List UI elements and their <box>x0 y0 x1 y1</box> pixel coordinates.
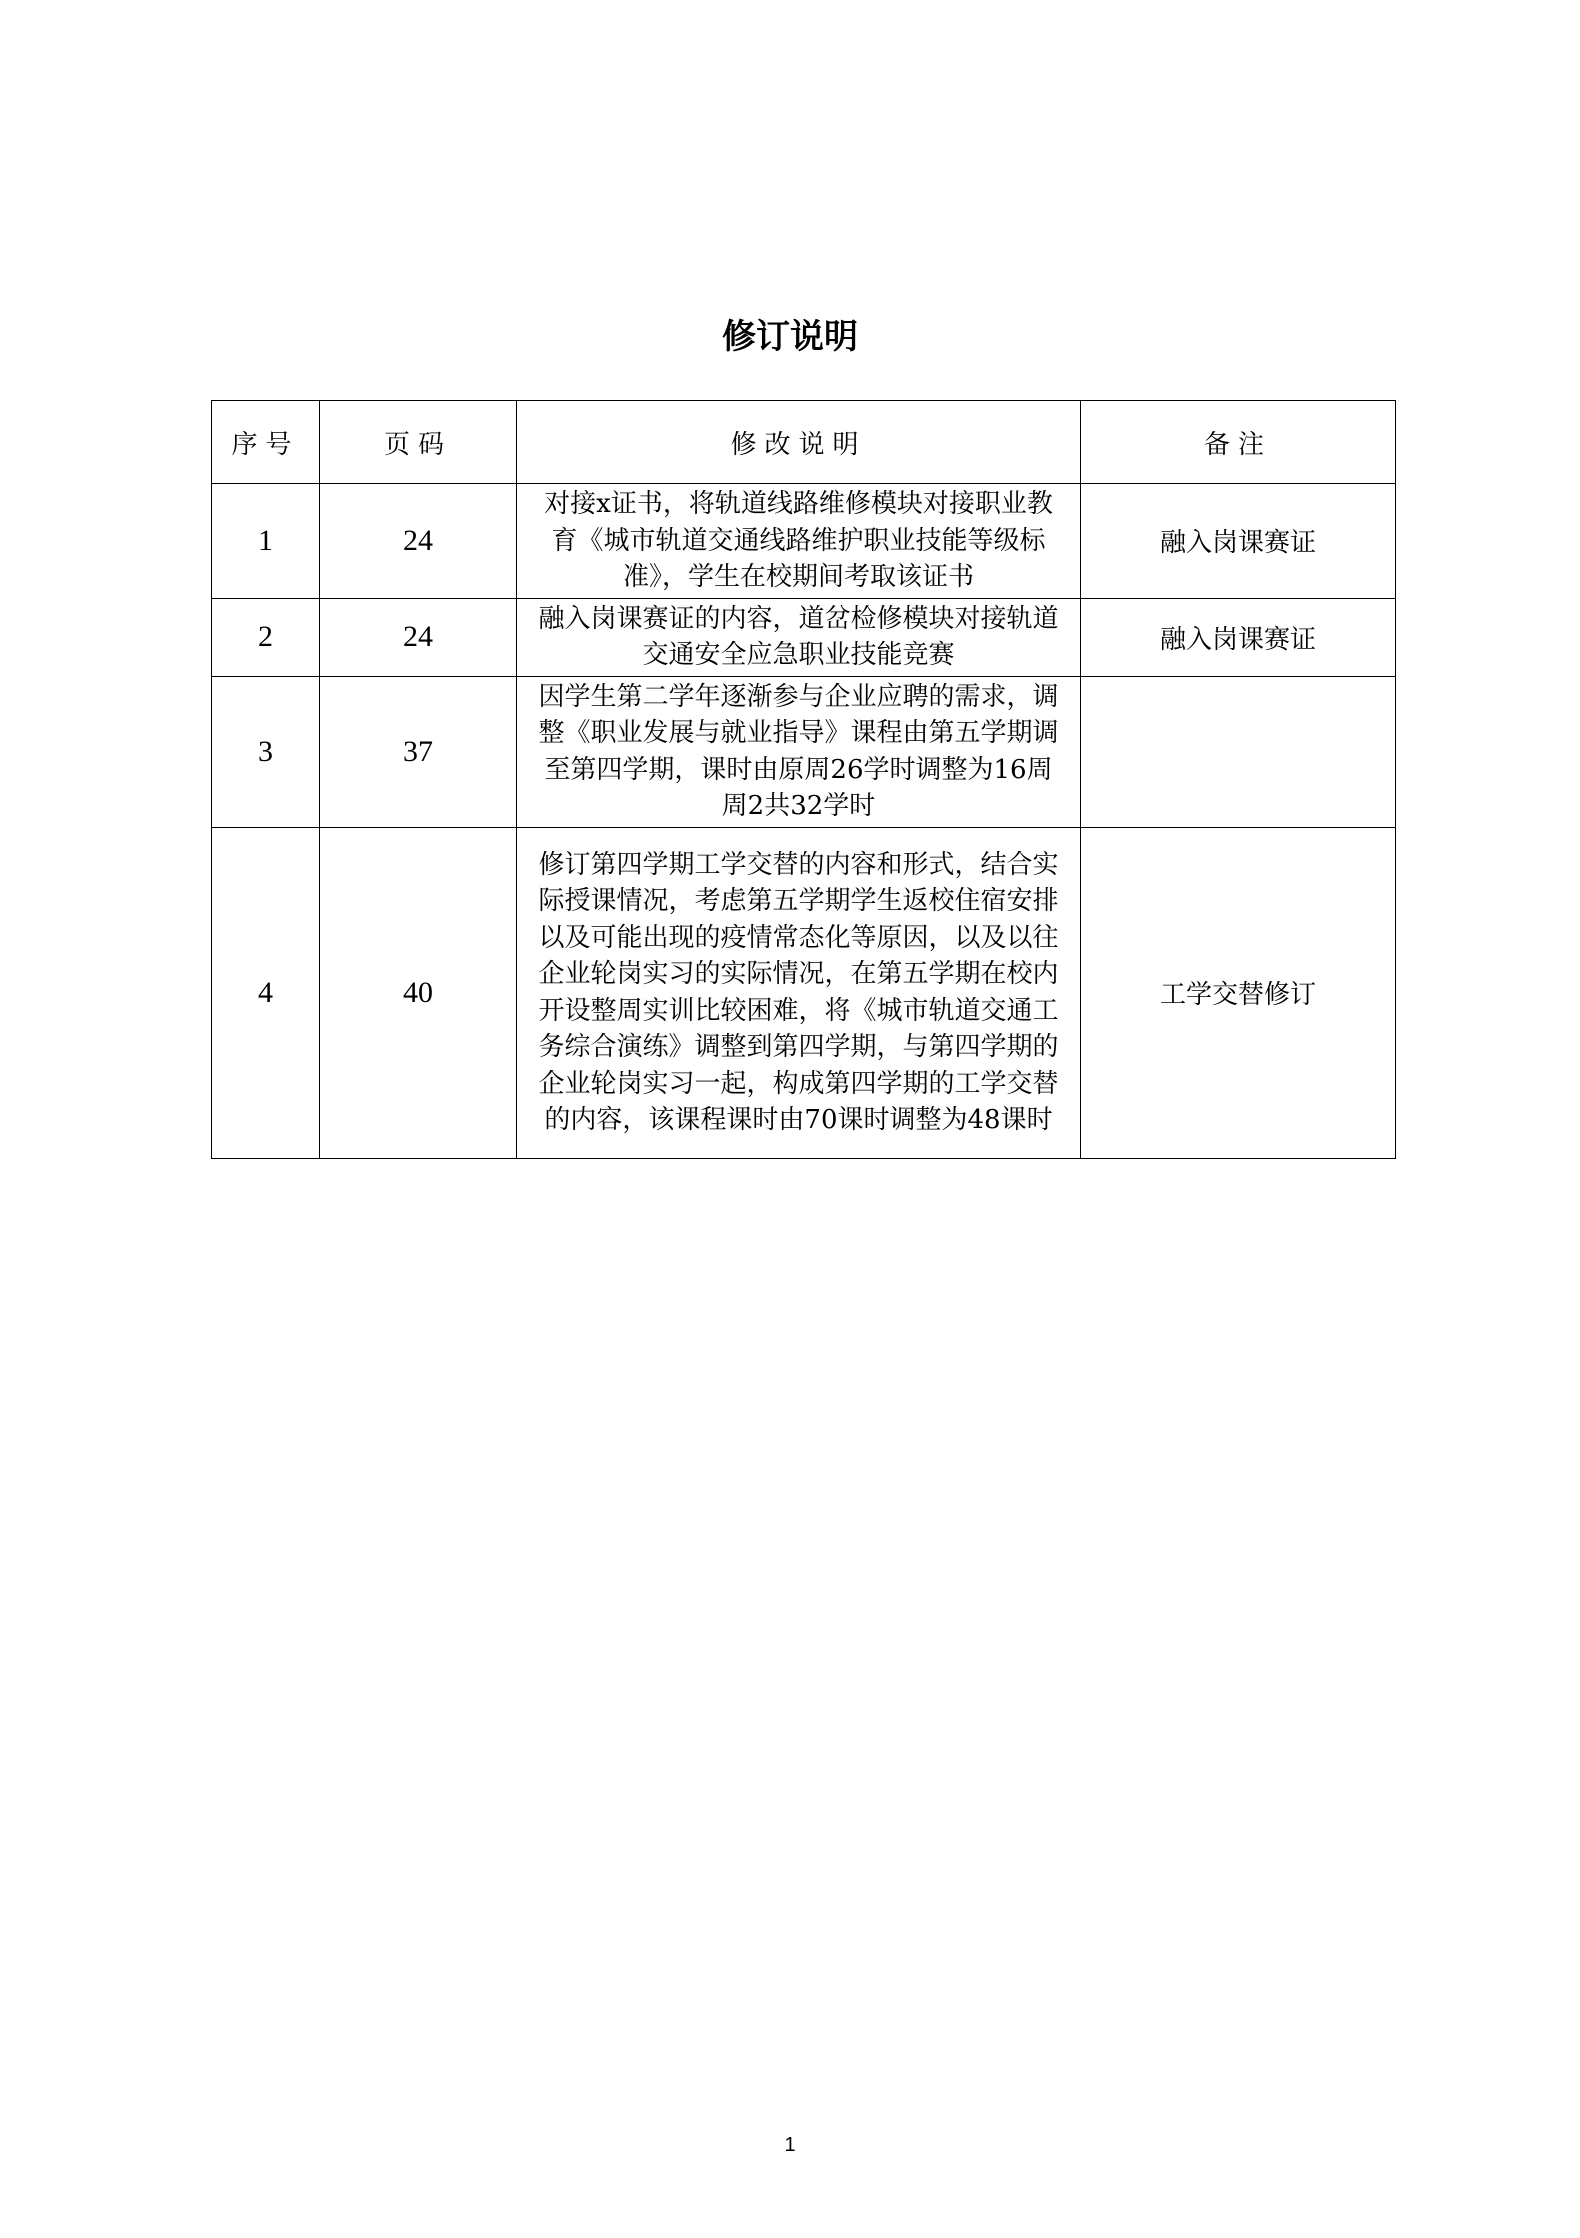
page-number: 1 <box>784 2134 796 2156</box>
table-header-row <box>212 401 1396 484</box>
row-index: 2 <box>212 598 320 676</box>
row-page: 37 <box>320 676 517 827</box>
header-remark: 备注 <box>1081 401 1396 484</box>
row-index: 3 <box>212 676 320 827</box>
table-row <box>212 676 1396 827</box>
row-index: 4 <box>212 827 320 1158</box>
row-description: 融入岗课赛证的内容，道岔检修模块对接轨道交通安全应急职业技能竞赛 <box>517 598 1081 676</box>
table-row <box>212 484 1396 599</box>
row-page: 40 <box>320 827 517 1158</box>
header-description: 修改说明 <box>517 401 1081 484</box>
table-row <box>212 598 1396 676</box>
row-page: 24 <box>320 598 517 676</box>
revision-table <box>211 400 1396 1159</box>
row-index: 1 <box>212 484 320 599</box>
row-remark: 融入岗课赛证 <box>1081 598 1396 676</box>
row-remark: 融入岗课赛证 <box>1081 484 1396 599</box>
table-row <box>212 827 1396 1158</box>
row-description: 对接x证书，将轨道线路维修模块对接职业教育《城市轨道交通线路维护职业技能等级标准》，学生在校期间考取该证书 <box>517 484 1081 599</box>
page-title: 修订说明 <box>722 317 858 357</box>
row-description: 因学生第二学年逐渐参与企业应聘的需求，调整《职业发展与就业指导》课程由第五学期调至第四学期，课时由原周26学时调整为16周周2共32学时 <box>517 676 1081 827</box>
row-remark: 工学交替修订 <box>1081 827 1396 1158</box>
row-page: 24 <box>320 484 517 599</box>
header-page: 页码 <box>320 401 517 484</box>
row-description: 修订第四学期工学交替的内容和形式，结合实际授课情况，考虑第五学期学生返校住宿安排以及可能出现的疫情常态化等原因，以及以往企业轮岗实习的实际情况，在第五学期在校内开设整周实训比较困难，将《城市轨道交通工务综合演练》调整到第四学期，与第四学期的企业轮岗实习一起，构成第四学期的工学交替的内容，该课程课时由70课时调整为48课时 <box>517 827 1081 1158</box>
header-index: 序号 <box>212 401 320 484</box>
row-remark <box>1081 676 1396 827</box>
